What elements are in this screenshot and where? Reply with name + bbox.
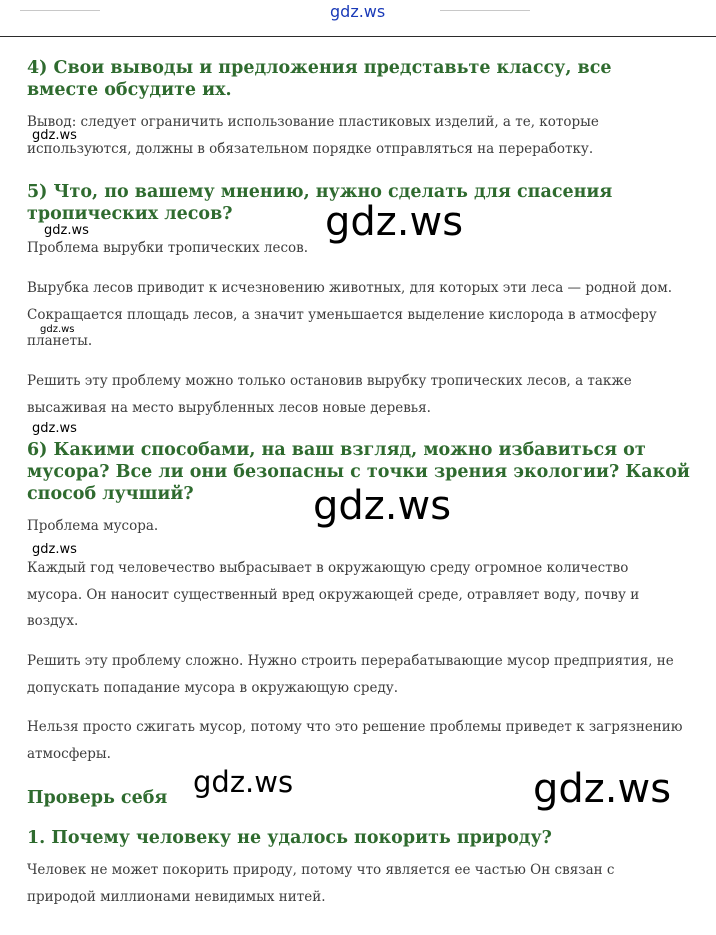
- section-5-paragraph-2: Вырубка лесов приводит к исчезновению животных, для которых эти леса — родной дом. Сокращается площадь лесов, а значит уменьшается выделение кислорода в атмосферу планеты.: [27, 280, 673, 349]
- watermark-small: gdz.ws: [32, 128, 77, 143]
- section-6-paragraph-4: Нельзя просто сжигать мусор, потому что это решение проблемы приведет к загрязнению атмосферы.: [27, 719, 683, 762]
- toolbar-fragment: [20, 10, 100, 25]
- watermark-top: gdz.ws: [330, 2, 386, 21]
- section-6-paragraph-3: Решить эту проблему сложно. Нужно строить перерабатывающие мусор предприятия, не допускать попадание мусора в окружающую среду.: [27, 653, 674, 696]
- question-1-heading: 1. Почему человеку не удалось покорить природу?: [27, 828, 552, 848]
- watermark-medium: gdz.ws: [193, 765, 294, 799]
- section-5-heading: 5) Что, по вашему мнению, нужно сделать для спасения тропических лесов?: [27, 182, 613, 224]
- watermark-large: gdz.ws: [325, 199, 464, 245]
- section-6-paragraph-2: Каждый год человечество выбрасывает в окружающую среду огромное количество мусора. Он наносит существенный вред окружающей среде, отравляет воду, почву и воздух.: [27, 560, 640, 629]
- section-6-paragraph-1: Проблема мусора.: [27, 518, 159, 534]
- section-6-heading: 6) Какими способами, на ваш взгляд, можно избавиться от мусора? Все ли они безопасны с точки зрения экологии? Какой способ лучший?: [27, 440, 690, 504]
- toolbar-fragment: [440, 10, 530, 25]
- question-1-answer: Человек не может покорить природу, потому что является ее частью Он связан с природой миллионами невидимых нитей.: [27, 862, 615, 905]
- watermark-large: gdz.ws: [533, 766, 672, 812]
- section-4-paragraph: Вывод: следует ограничить использование пластиковых изделий, а те, которые используются, должны в обязательном порядке отправляться на переработку.: [27, 114, 599, 157]
- section-4-heading: 4) Свои выводы и предложения представьте классу, все вместе обсудите их.: [27, 58, 612, 100]
- watermark-small: gdz.ws: [32, 542, 77, 557]
- watermark-large: gdz.ws: [313, 483, 452, 529]
- watermark-tiny: gdz.ws: [40, 324, 75, 335]
- top-toolbar-strip: [0, 0, 716, 37]
- watermark-small: gdz.ws: [44, 223, 89, 238]
- watermark-small: gdz.ws: [32, 421, 77, 436]
- check-yourself-title: Проверь себя: [27, 788, 168, 808]
- section-5-paragraph-3: Решить эту проблему можно только остановив вырубку тропических лесов, а также высаживая на место вырубленных лесов новые деревья.: [27, 373, 632, 416]
- section-5-paragraph-1: Проблема вырубки тропических лесов.: [27, 240, 309, 256]
